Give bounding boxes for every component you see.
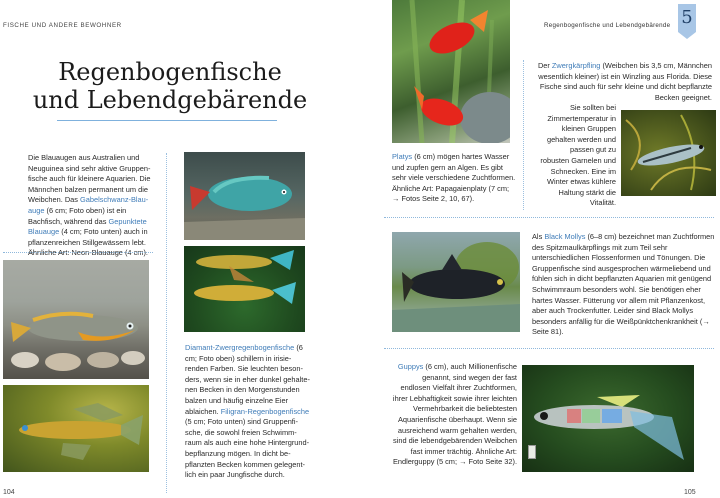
title-line-2: und Lebendgebärende — [32, 86, 308, 114]
chapter-number: 5 — [681, 7, 693, 28]
fish-illustration — [3, 260, 149, 379]
text-zwergkaerpfling: Der Zwergkärpfling (Weibchen bis 3,5 cm, Männchen wesentlich kleiner) ist ein Winzling aus Florida. Diese Fische sind auch für sehr kleine und dicht bepflanzte Becken geeignet. — [537, 61, 712, 102]
term-diamant-zwergregenbogenfische: Diamant-Zwergregenbogenfische — [185, 343, 295, 352]
text-blauaugen: Die Blauaugen aus Australien und Neuguinea sind sehr aktive Gruppenfische auch für kleinere Aquarien. Die Männchen balzen permanent um die Weibchen. Das Gabelschwanz-Blauauge (6 cm; Foto oben) ist ein Bachfisch, während das Gepunktete Blauauge (4 cm; Foto unten) auch in pflanzenreichen Stillgewässern lebt. Ähnliche Art: Neon-Blauauge (4 cm). — [28, 153, 151, 258]
photo-guppy — [522, 365, 694, 472]
text-platys: Platys (6 cm) mögen hartes Wasser und zupfen gern an Algen. Es gibt sehr viele verschiedene Zuchtformen. Ähnliche Art: Papagaienplaty (7 cm; → Fotos Seite 2, 10, 67). — [392, 152, 516, 204]
text-black-mollys: Als Black Mollys (6–8 cm) bezeichnet man Zuchtformen des Spitzmaulkärpflings mit zum Teil sehr unterschiedlichen Flossenformen und Tönungen. Die Gruppenfische sind ausgesprochen wärmeliebend und fühlen sich in dicht bepflanzten Aquarien mit genügend Schwimmraum besonders wohl. Sie benötigen eher hartes Wasser. Fütterung vor allem mit Pflanzenkost, aber auch Trockenfutter. Leider sind Black Mollys besonders anfällig für die Weißpünktchenkrankheit (→ Seite 81). — [532, 232, 715, 337]
text-regenbogenfische: Diamant-Zwergregenbogenfische (6 cm; Foto oben) schillern in irisierenden Farben. Sie leuchten besonders, wenn sie in eher dunkel gehaltenen Becken in den Morgenstunden balzen und häufig einzelne Eier ablaichen. Filigran-Regenbogenfische (5 cm; Foto unten) sind Gruppenfische, die sowohl freien Schwimmraum als auch eine hohe Hintergrundbepflanzung mögen. In dicht bepflanzten Becken kommen gelegentlich ein paar Jungfische durch. — [185, 343, 310, 480]
divider-right-1 — [384, 217, 714, 218]
divider — [3, 252, 153, 253]
term-gepunktete-blauauge: Gepunktete Blauauge — [28, 216, 147, 237]
title-line-1: Regenbogenfische — [58, 58, 282, 86]
photo-gepunktetes-blauauge — [3, 385, 149, 472]
column-divider-right — [523, 60, 524, 210]
running-head-right: Regenbogenfische und Lebendgebärende — [544, 22, 671, 29]
text-zwergkaerpfling-cont: Sie sollten bei Zimmertemperatur in kleinen Gruppen gehalten werden und passen gut zu robusten Garnelen und Schnecken. Eine im Winter etwas kühlere Haltung stärkt die Vitalität. — [540, 103, 616, 208]
term-gabelschwanz-blauauge: Gabelschwanz-Blauauge — [28, 195, 149, 215]
running-head-left: FISCHE UND ANDERE BEWOHNER — [3, 22, 122, 29]
term-platys: Platys — [392, 152, 413, 161]
column-divider — [166, 153, 167, 493]
page-number-right: 105 — [684, 489, 696, 496]
info-badge-icon — [528, 445, 536, 459]
photo-platys — [392, 0, 510, 143]
term-guppys: Guppys — [397, 362, 424, 371]
page-number-left: 104 — [3, 489, 15, 496]
divider-right-2 — [384, 348, 714, 349]
term-zwergkaerpfling: Zwergkärpfling — [551, 61, 601, 70]
text-guppys: Guppys (6 cm), auch Millionenfische genannt, sind wegen der fast endlosen Vielfalt ihrer Zuchtformen, ihrer Lebhaftigkeit sowie ihrer leichten Vermehrbarkeit die beliebtesten Aquarienfische überhaupt. Wenn sie ausreichend warm gehalten werden, sind die lebendgebärenden Weibchen fast immer trächtig. Ähnliche Art: Endlerguppy (5 cm; → Foto Seite 32). — [392, 362, 517, 467]
chapter-tab — [678, 4, 696, 32]
term-black-mollys: Black Mollys — [544, 232, 586, 241]
title-underline — [57, 120, 277, 121]
photo-black-molly — [392, 232, 520, 332]
term-filigran-regenbogenfische: Filigran-Regenbogenfische — [220, 406, 310, 416]
photo-zwergkaerpfling — [621, 110, 716, 196]
photo-gabelschwanz-blauauge — [3, 260, 149, 379]
page-title — [30, 58, 310, 114]
photo-filigran-regenbogenfisch — [184, 246, 305, 332]
photo-diamant-zwergregenbogenfisch — [184, 152, 305, 240]
